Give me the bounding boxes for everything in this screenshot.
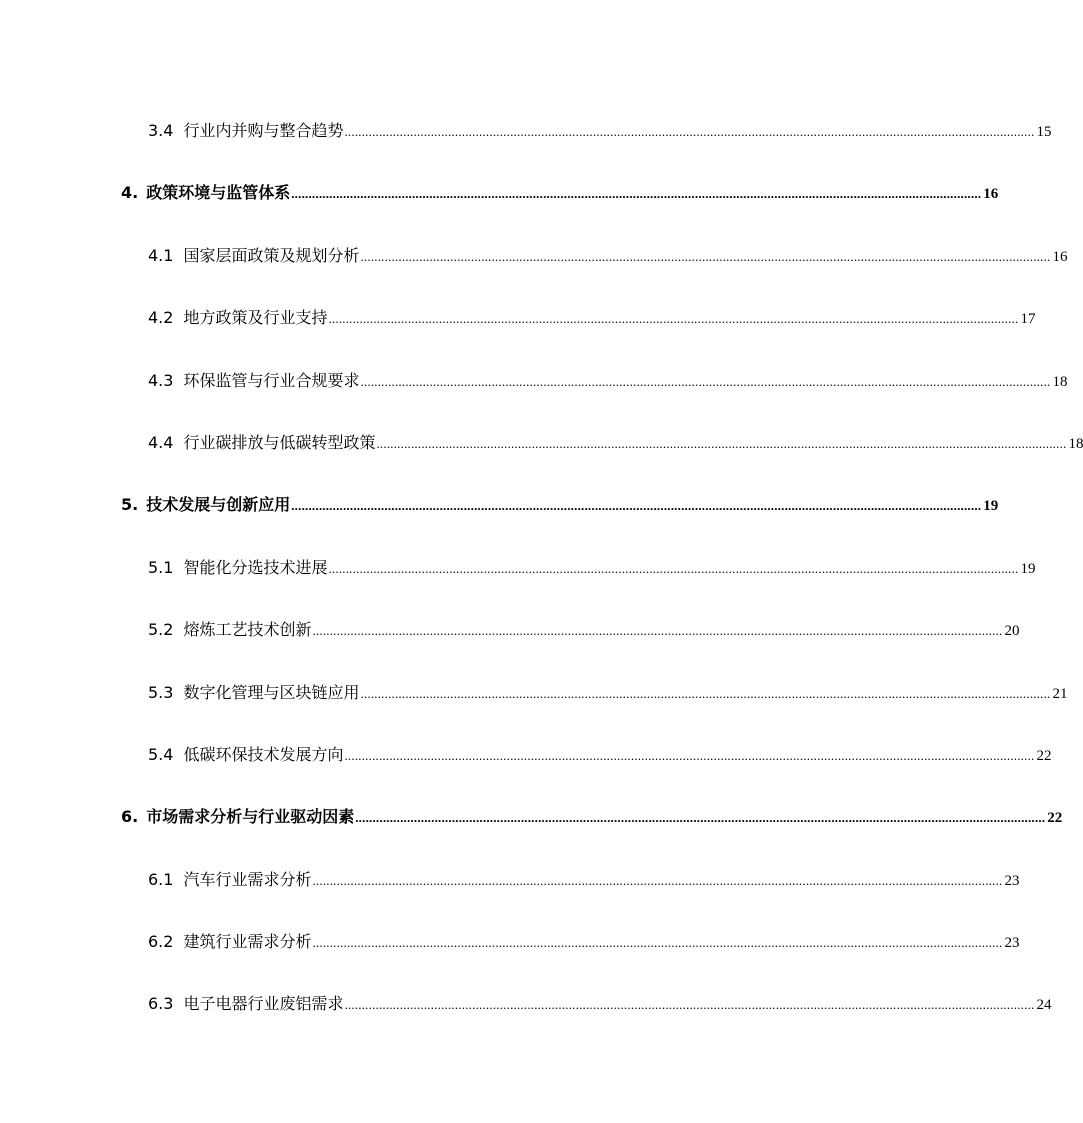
toc-entry-page: 17 bbox=[1020, 311, 1036, 328]
toc-entry-number: 5.4 bbox=[148, 744, 174, 764]
toc-entry-number: 6.3 bbox=[148, 994, 174, 1014]
toc-entry[interactable] bbox=[0, 790, 1063, 852]
toc-entry[interactable] bbox=[0, 166, 999, 228]
toc-entry-page: 18 bbox=[1052, 373, 1068, 390]
toc-entry-title: 行业内并购与整合趋势 bbox=[183, 121, 344, 140]
toc-entry-page: 20 bbox=[1004, 623, 1020, 640]
toc-entry-number: 6.1 bbox=[148, 869, 174, 889]
toc-dot-leader: ........................................................................................................................................................................................................ bbox=[291, 498, 982, 514]
toc-entry-title: 行业碳排放与低碳转型政策 bbox=[183, 432, 376, 452]
toc-dot-leader: ........................................................................................................................................................................................................ bbox=[344, 747, 1035, 763]
toc-entry-page: 24 bbox=[1036, 997, 1052, 1014]
toc-entry-title: 汽车行业需求分析 bbox=[183, 869, 312, 889]
toc-entry-page: 16 bbox=[1052, 248, 1068, 265]
toc-entry[interactable] bbox=[0, 541, 1036, 603]
toc-entry-title: 熔炼工艺技术创新 bbox=[183, 620, 312, 640]
toc-dot-leader: ........................................................................................................................................................................................................ bbox=[328, 311, 1019, 327]
toc-entry-page: 22 bbox=[1036, 747, 1052, 764]
toc-entry-title: 技术发展与创新应用 bbox=[146, 495, 291, 515]
toc-entry[interactable] bbox=[0, 291, 1036, 353]
toc-entry-title: 地方政策及行业支持 bbox=[183, 308, 328, 328]
toc-entry-title: 国家层面政策及规划分析 bbox=[183, 245, 360, 265]
toc-entry-title: 智能化分选技术进展 bbox=[183, 557, 328, 577]
toc-entry-number: 5.1 bbox=[148, 557, 174, 577]
toc-entry-number: 5. bbox=[121, 495, 139, 515]
toc-entry-title: 低碳环保技术发展方向 bbox=[183, 744, 344, 764]
toc-entry-page: 16 bbox=[983, 186, 999, 203]
toc-entry-page: 18 bbox=[1068, 435, 1083, 452]
toc-entry-page: 19 bbox=[983, 498, 999, 515]
toc-entry[interactable] bbox=[0, 915, 1020, 977]
toc-entry[interactable] bbox=[0, 354, 1068, 416]
toc-entry-title: 电子电器行业废铝需求 bbox=[183, 994, 344, 1014]
toc-entry-page: 15 bbox=[1036, 124, 1052, 140]
toc-entry[interactable] bbox=[0, 416, 1083, 478]
toc-entry-title: 数字化管理与区块链应用 bbox=[183, 682, 360, 702]
toc-dot-leader: ........................................................................................................................................................................................................ bbox=[344, 124, 1035, 139]
toc-entry-number: 6.2 bbox=[148, 932, 174, 952]
toc-entry-page: 19 bbox=[1020, 560, 1036, 577]
toc-entry-page: 23 bbox=[1004, 935, 1020, 952]
toc-entry[interactable] bbox=[0, 229, 1068, 291]
toc-entry-page: 21 bbox=[1052, 685, 1068, 702]
toc-entry-title: 建筑行业需求分析 bbox=[183, 932, 312, 952]
toc-entry[interactable] bbox=[0, 603, 1020, 665]
toc-entry[interactable] bbox=[0, 104, 1052, 166]
toc-entry-title: 政策环境与监管体系 bbox=[146, 183, 291, 203]
toc-entry-number: 4.1 bbox=[148, 245, 174, 265]
toc-entry-number: 4.2 bbox=[148, 308, 174, 328]
toc-entry-number: 5.2 bbox=[148, 620, 174, 640]
toc-entry[interactable] bbox=[0, 666, 1068, 728]
toc-dot-leader: ........................................................................................................................................................................................................ bbox=[360, 248, 1051, 264]
toc-dot-leader: ........................................................................................................................................................................................................ bbox=[360, 685, 1051, 701]
toc-entry-title: 环保监管与行业合规要求 bbox=[183, 370, 360, 390]
toc-entry[interactable] bbox=[0, 478, 999, 540]
toc-entry[interactable] bbox=[0, 853, 1020, 915]
toc-dot-leader: ........................................................................................................................................................................................................ bbox=[312, 935, 1003, 951]
toc-entry[interactable] bbox=[0, 728, 1052, 790]
toc-dot-leader: ........................................................................................................................................................................................................ bbox=[355, 810, 1046, 826]
toc-entry-title: 市场需求分析与行业驱动因素 bbox=[146, 807, 355, 827]
toc-dot-leader: ........................................................................................................................................................................................................ bbox=[312, 623, 1003, 639]
toc-dot-leader: ........................................................................................................................................................................................................ bbox=[344, 997, 1035, 1013]
toc-entry[interactable] bbox=[0, 977, 1052, 1039]
table-of-contents bbox=[0, 104, 1083, 1040]
toc-entry-page: 23 bbox=[1004, 872, 1020, 889]
toc-dot-leader: ........................................................................................................................................................................................................ bbox=[328, 560, 1019, 576]
toc-entry-number: 4.4 bbox=[148, 432, 174, 452]
toc-entry-number: 6. bbox=[121, 807, 139, 827]
toc-entry-number: 4. bbox=[121, 183, 139, 203]
toc-entry-number: 5.3 bbox=[148, 682, 174, 702]
toc-dot-leader: ........................................................................................................................................................................................................ bbox=[360, 373, 1051, 389]
toc-dot-leader: ........................................................................................................................................................................................................ bbox=[291, 186, 982, 202]
toc-dot-leader: ........................................................................................................................................................................................................ bbox=[312, 872, 1003, 888]
toc-entry-number: 3.4 bbox=[148, 121, 174, 140]
toc-entry-page: 22 bbox=[1047, 810, 1063, 827]
toc-dot-leader: ........................................................................................................................................................................................................ bbox=[376, 435, 1067, 451]
toc-entry-number: 4.3 bbox=[148, 370, 174, 390]
